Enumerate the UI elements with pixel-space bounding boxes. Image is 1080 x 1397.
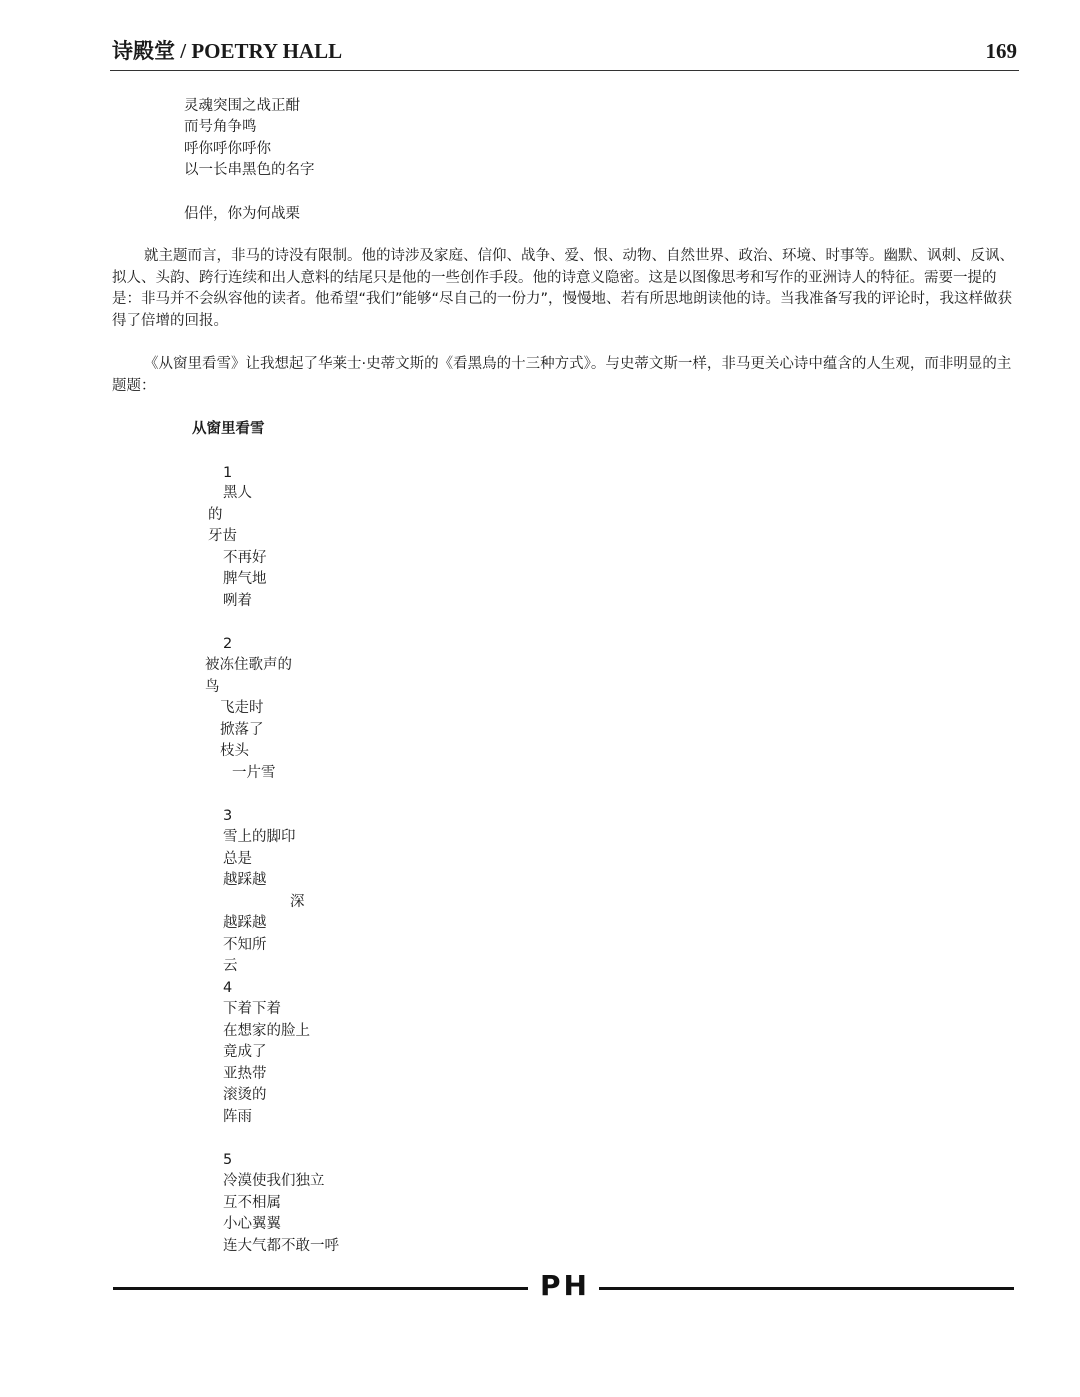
poem-line: 鸟 bbox=[205, 679, 220, 695]
poem-line: 脾气地 bbox=[223, 571, 267, 587]
paragraph-text: 就主题而言，非马的诗没有限制。他的诗涉及家庭、信仰、战争、爱、恨、动物、自然世界、政治、环境、时事等。幽默、讽刺、反讽、拟人、头韵、跨行连续和出人意料的结尾只是他的一些创作手段。他的诗意义隐密。这是以图像思考和写作的亚洲诗人的特征。需要一提的是：非马并不会纵容他的读者。他希望“我们”能够“尽自己的一份力”，慢慢地、若有所思地朗读他的诗。当我准备写我的评论时，我这样做获得了倍增的回报。 bbox=[112, 248, 1014, 329]
excerpt-line: 灵魂突围之战正酣 bbox=[184, 98, 300, 114]
stanza-number: 2 bbox=[223, 636, 233, 652]
poem-line: 枝头 bbox=[220, 743, 249, 759]
footer-rule-left bbox=[113, 1287, 528, 1290]
poem-line: 越踩越 bbox=[223, 872, 267, 888]
poem-line: 黑人 bbox=[223, 485, 252, 501]
poem-line: 一片雪 bbox=[232, 765, 276, 781]
poem-line: 不再好 bbox=[223, 550, 267, 566]
poem-line: 互不相属 bbox=[223, 1195, 281, 1211]
poem-line: 在想家的脸上 bbox=[223, 1023, 310, 1039]
poem-line: 被冻住歌声的 bbox=[205, 657, 292, 673]
page-number: 169 bbox=[985, 39, 1017, 63]
poem-line: 深 bbox=[290, 894, 305, 910]
ph-logo: PH bbox=[540, 1269, 590, 1302]
poem-line: 冷漠使我们独立 bbox=[223, 1173, 325, 1189]
poem-line: 雪上的脚印 bbox=[223, 829, 296, 845]
poem-line: 阵雨 bbox=[223, 1109, 252, 1125]
stanza-number: 3 bbox=[223, 808, 233, 824]
stanza-number: 4 bbox=[223, 980, 233, 996]
header-rule bbox=[110, 70, 1019, 71]
poem-title: 从窗里看雪 bbox=[192, 421, 265, 437]
poem-line: 越踩越 bbox=[223, 915, 267, 931]
stanza-number: 1 bbox=[223, 465, 233, 481]
poem-line: 总是 bbox=[223, 851, 252, 867]
poem-line: 小心翼翼 bbox=[223, 1216, 281, 1232]
excerpt-line: 而号角争鸣 bbox=[184, 119, 257, 135]
poem-line: 下着下着 bbox=[223, 1001, 281, 1017]
footer-rule-right bbox=[599, 1287, 1014, 1290]
excerpt-line: 以一长串黑色的名字 bbox=[184, 162, 315, 178]
poem-line: 连大气都不敢一呼 bbox=[223, 1238, 339, 1254]
paragraph-text: 《从窗里看雪》让我想起了华莱士·史蒂文斯的《看黑鳥的十三种方式》。与史蒂文斯一样，非马更关心诗中蕴含的人生观，而非明显的主题题： bbox=[112, 356, 1012, 394]
excerpt-line: 呼你呼你呼你 bbox=[184, 141, 271, 157]
body-paragraph bbox=[112, 354, 1017, 397]
poem-line: 咧着 bbox=[223, 593, 252, 609]
poem-line: 云 bbox=[223, 958, 238, 974]
poem-line: 竟成了 bbox=[223, 1044, 267, 1060]
poem-line: 的 bbox=[208, 507, 223, 523]
poem-line: 飞走时 bbox=[220, 700, 264, 716]
poem-line: 亚热带 bbox=[223, 1066, 267, 1082]
excerpt-line: 侣伴，你为何战栗 bbox=[184, 206, 300, 222]
stanza-number: 5 bbox=[223, 1152, 233, 1168]
poem-line: 掀落了 bbox=[220, 722, 264, 738]
poem-line: 不知所 bbox=[223, 937, 267, 953]
body-paragraph bbox=[112, 246, 1017, 332]
poem-line: 滚烫的 bbox=[223, 1087, 267, 1103]
poem-line: 牙齿 bbox=[208, 528, 237, 544]
journal-title: 诗殿堂 / POETRY HALL bbox=[112, 39, 343, 63]
